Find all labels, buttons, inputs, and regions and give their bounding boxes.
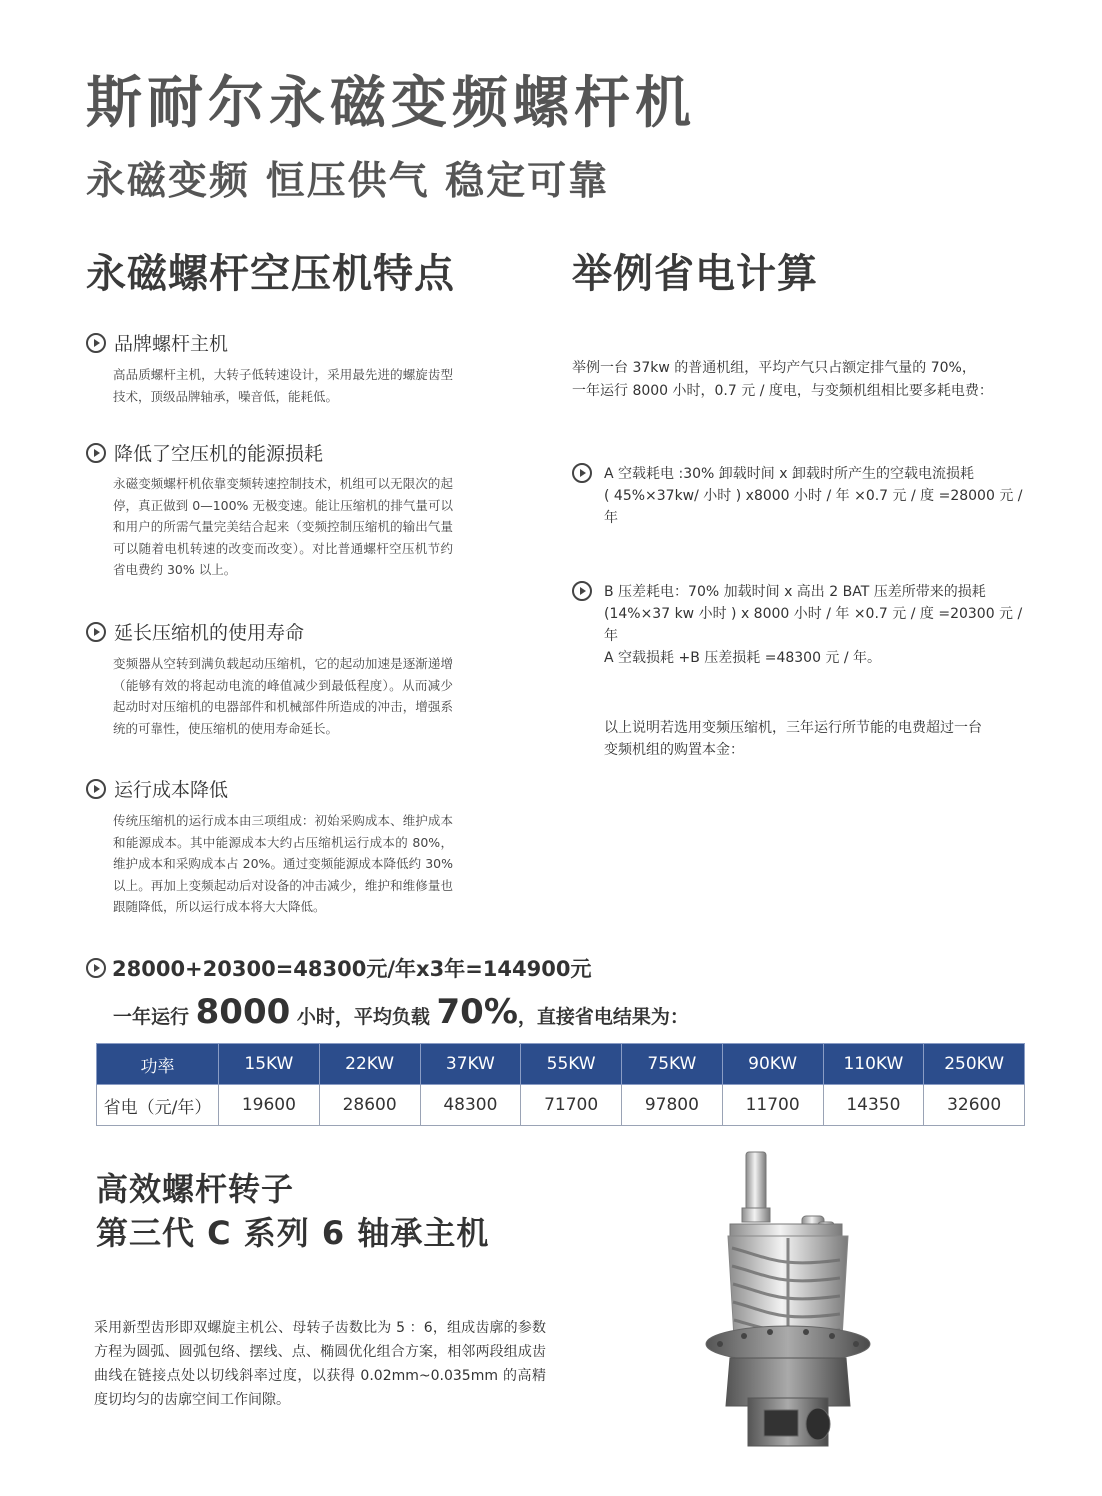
table-header-cell: 75KW [622,1044,723,1085]
play-circle-icon [86,958,106,978]
play-circle-icon [86,443,106,463]
table-header-row [97,1044,1025,1085]
rotor-description: 采用新型齿形即双螺旋主机公、母转子齿数比为 5 ：6，组成齿廓的参数方程为圆弧、圆弧包络、摆线、点、椭圆优化组合方案，相邻两段组成齿曲线在链接点处以切线斜率过度，以获得 0.02mm~0.035mm 的高精度切均匀的齿廓空间工作间隙。 [94,1320,546,1408]
table-row [97,1085,1025,1126]
table-cell: 28600 [319,1085,420,1126]
calculation-conclusion: 以上说明若选用变频压缩机，三年运行所节能的电费超过一台 变频机组的购置本金： [604,720,982,758]
table-header-cell: 55KW [521,1044,622,1085]
table-header-cell: 250KW [924,1044,1025,1085]
play-circle-icon [572,463,592,483]
feature-heading-cost: 运行成本降低 [86,777,228,803]
table-cell: 48300 [420,1085,521,1126]
table-cell: 97800 [622,1085,723,1126]
summary-load: 70% [436,992,518,1032]
feature-body-brand: 高品质螺杆主机，大转子低转速设计，采用最先进的螺旋齿型技术，顶级品牌轴承，噪音低，能耗低。 [113,367,453,404]
features-section-title: 永磁螺杆空压机特点 [86,251,455,297]
screw-compressor-image [700,1148,880,1458]
calculation-item-b: B 压差耗电：70% 加载时间 x 高出 2 BAT 压差所带来的损耗 (14%×37 kw 小时 ) x 8000 小时 / 年 ×0.7 元 / 度 =20300 元 / 年 A 空载损耗 +B 压差损耗 =48300 元 / 年。 [572,581,1032,669]
page-title: 斯耐尔永磁变频螺杆机 [86,71,696,136]
rotor-title: 高效螺杆转子 第三代 C 系列 6 轴承主机 [96,1170,490,1252]
table-header-cell: 37KW [420,1044,521,1085]
summary-hours: 8000 [195,992,291,1032]
table-header-cell: 90KW [722,1044,823,1085]
feature-heading-energy: 降低了空压机的能源损耗 [86,441,323,467]
calculation-item-a: A 空载耗电 :30% 卸载时间 x 卸载时所产生的空载电流损耗 ( 45%×37kw/ 小时 ) x8000 小时 / 年 ×0.7 元 / 度 =28000 元 / 年 [572,463,1032,529]
table-cell: 71700 [521,1085,622,1126]
table-cell: 19600 [219,1085,320,1126]
table-cell: 11700 [722,1085,823,1126]
table-header-cell: 15KW [219,1044,320,1085]
savings-formula: 28000+20300=48300元/年x3年=144900元 [86,955,591,983]
table-row-label: 省电（元/年） [97,1085,219,1126]
page-subtitle: 永磁变频 恒压供气 稳定可靠 [86,159,610,204]
savings-summary: 一年运行 8000 小时，平均负载 70%，直接省电结果为： [113,992,689,1032]
play-circle-icon [86,779,106,799]
feature-body-energy: 永磁变频螺杆机依靠变频转速控制技术，机组可以无限次的起停，真正做到 0—100% 无极变速。能让压缩机的排气量可以和用户的所需气量完美结合起来（变频控制压缩机的输出气量可以随着电机转速的改变而改变）。对比普通螺杆空压机节约省电费约 30% 以上。 [113,476,453,577]
play-circle-icon [572,581,592,601]
table-header-label: 功率 [97,1044,219,1085]
table-header-cell: 110KW [823,1044,924,1085]
savings-table [96,1043,1025,1126]
calculation-intro: 举例一台 37kw 的普通机组，平均产气只占额定排气量的 70%， 一年运行 8000 小时，0.7 元 / 度电，与变频机组相比要多耗电费： [572,360,993,399]
feature-heading-brand: 品牌螺杆主机 [86,331,228,357]
calculation-section-title: 举例省电计算 [572,251,818,297]
table-cell: 14350 [823,1085,924,1126]
play-circle-icon [86,333,106,353]
table-cell: 32600 [924,1085,1025,1126]
play-circle-icon [86,622,106,642]
feature-body-lifespan: 变频器从空转到满负载起动压缩机，它的起动加速是逐渐递增（能够有效的将起动电流的峰值减少到最低程度）。从而减少起动时对压缩机的电器部件和机械部件所造成的冲击，增强系统的可靠性，使压缩机的使用寿命延长。 [113,656,453,736]
table-header-cell: 22KW [319,1044,420,1085]
feature-body-cost: 传统压缩机的运行成本由三项组成：初始采购成本、维护成本和能源成本。其中能源成本大约占压缩机运行成本的 80%，维护成本和采购成本占 20%。通过变频能源成本降低约 30% 以上。再加上变频起动后对设备的冲击减少，维护和维修量也跟随降低，所以运行成本将大大降低。 [113,813,453,914]
feature-heading-lifespan: 延长压缩机的使用寿命 [86,620,304,646]
